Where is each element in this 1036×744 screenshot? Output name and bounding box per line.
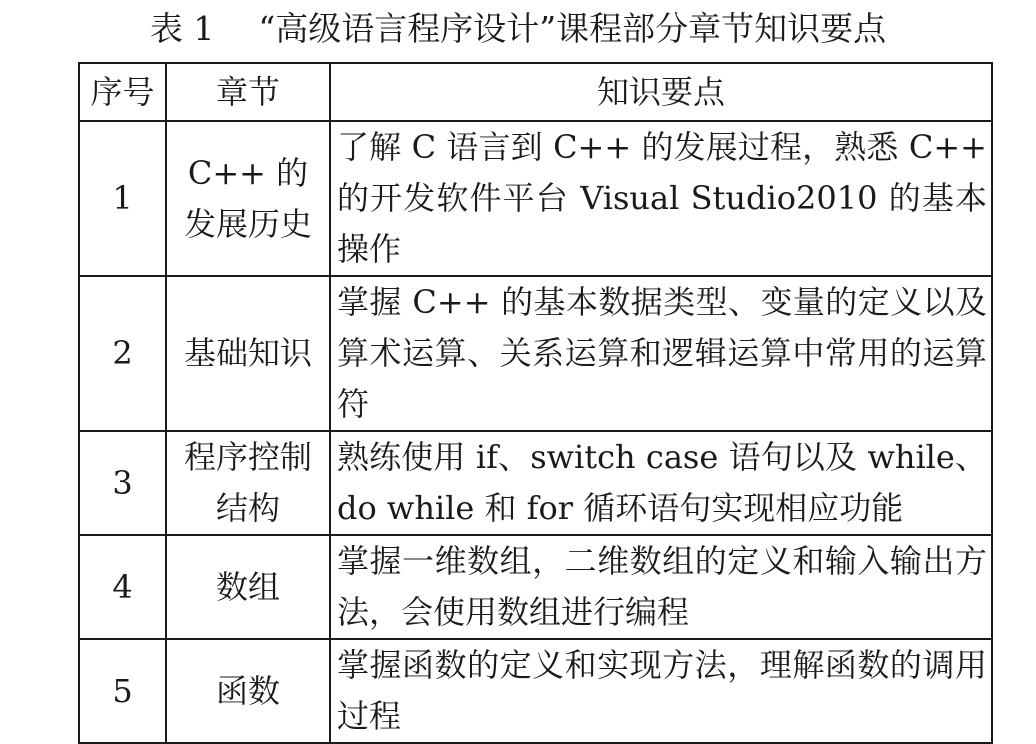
row-chapter-text: 函数 xyxy=(215,671,280,710)
table-row xyxy=(79,431,992,535)
row-index: 2 xyxy=(79,276,166,431)
table-header-row xyxy=(79,63,992,121)
row-index: 4 xyxy=(79,535,166,639)
row-key-points: 掌握一维数组，二维数组的定义和输入输出方法，会使用数组进行编程 xyxy=(330,535,992,639)
row-index: 1 xyxy=(79,121,166,276)
row-index: 5 xyxy=(79,639,166,743)
row-key-points: 掌握函数的定义和实现方法，理解函数的调用过程 xyxy=(330,639,992,743)
table-row xyxy=(79,121,992,276)
row-chapter xyxy=(166,535,330,639)
row-chapter xyxy=(166,431,330,535)
header-index: 序号 xyxy=(79,63,166,121)
table-row xyxy=(79,535,992,639)
row-chapter xyxy=(166,121,330,276)
row-key-points: 了解 C 语言到 C++ 的发展过程，熟悉 C++ 的开发软件平台 Visual Studio2010 的基本操作 xyxy=(330,121,992,276)
row-chapter xyxy=(166,276,330,431)
table-title: “高级语言程序设计”课程部分章节知识要点 xyxy=(258,9,887,48)
table-row xyxy=(79,276,992,431)
row-chapter-text: 数组 xyxy=(215,567,280,606)
header-chapter: 章节 xyxy=(166,63,330,121)
table-caption xyxy=(0,4,1036,54)
header-key-points: 知识要点 xyxy=(330,63,992,121)
row-key-points: 掌握 C++ 的基本数据类型、变量的定义以及算术运算、关系运算和逻辑运算中常用的运算符 xyxy=(330,276,992,431)
row-chapter-text: C++ 的发展历史 xyxy=(183,153,312,243)
row-chapter-text: 基础知识 xyxy=(183,334,312,372)
table-row xyxy=(79,639,992,743)
knowledge-points-table xyxy=(78,62,993,744)
row-chapter-text: 程序控制结构 xyxy=(183,438,312,527)
row-index: 3 xyxy=(79,431,166,535)
row-key-points: 熟练使用 if、switch case 语句以及 while、do while 和 for 循环语句实现相应功能 xyxy=(330,431,992,535)
table-number: 表 1 xyxy=(149,9,215,48)
row-chapter xyxy=(166,639,330,743)
